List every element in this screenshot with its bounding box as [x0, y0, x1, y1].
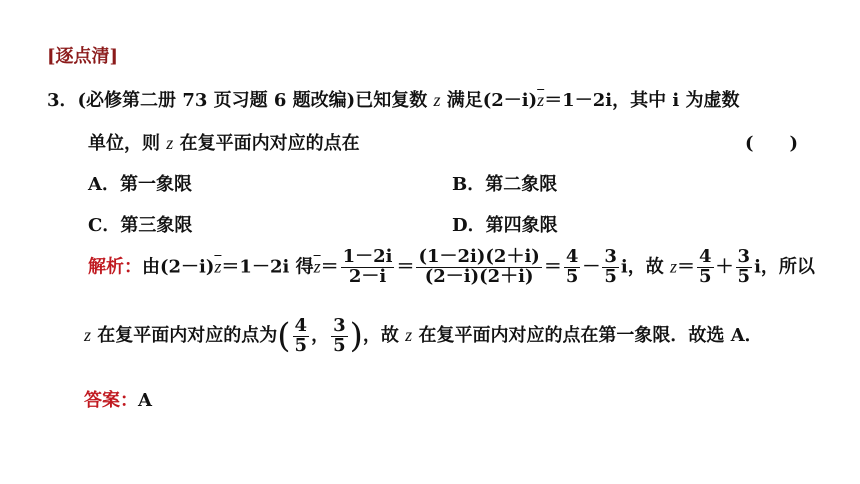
answer-label: 答案： — [84, 390, 138, 411]
fraction: $\frac{4}{5}$ — [699, 246, 712, 287]
fraction: $\frac{4}{5}$ — [294, 314, 308, 356]
option-a: A．第一象限 — [88, 174, 192, 195]
fraction: $\frac{4}{5}$ — [565, 246, 579, 287]
solution-label: 解析： — [88, 256, 142, 278]
section-tag: [逐点清] — [47, 46, 119, 67]
question-line-2: 单位，则 z 在复平面内对应的点在 — [88, 133, 360, 154]
fraction: $\frac{3}{5}$ — [737, 246, 751, 287]
fraction: $\frac{3}{5}$ — [333, 314, 346, 356]
option-b: B．第二象限 — [452, 174, 558, 195]
option-d: D．第四象限 — [452, 215, 558, 236]
question-line-1: 3．(必修第二册 73 页习题 6 题改编)已知复数 z 满足$(2-i)\overline{z}=1-2i$，其中 i 为虚数 — [47, 90, 740, 111]
answer-value: A — [138, 390, 152, 411]
fraction: $\frac{1-2i}{2-i}$ — [342, 246, 393, 287]
solution-line-1: 解析：由$(2-i)\overline{z}=1-2i$ 得$\overline{z}=$ $\frac{1-2i}{2-i}$ ＝ $\frac{(1-2i)(2+i)}{(2-i)(2+i)}$ ＝ $\frac{4}{5}$ － $\frac{3}{5}$ i，故 z＝ $\frac{4}{5}$ ＋ $\frac{3}{5}$ i，所以 — [88, 246, 815, 287]
question-number: 3． — [47, 90, 78, 111]
fraction: $\frac{3}{5}$ — [604, 246, 617, 287]
z-conjugate: $\overline{z}$ — [537, 90, 545, 110]
answer-bracket: ( ) — [745, 133, 799, 154]
fraction: $\frac{(1-2i)(2+i)}{(2-i)(2+i)}$ — [418, 246, 540, 287]
option-c: C．第三象限 — [88, 215, 193, 236]
solution-line-2: z 在复平面内对应的点为( $\frac{4}{5}$ ， $\frac{3}{5}$ )，故 z 在复平面内对应的点在第一象限．故选 A． — [84, 314, 763, 356]
answer-line — [84, 386, 152, 412]
